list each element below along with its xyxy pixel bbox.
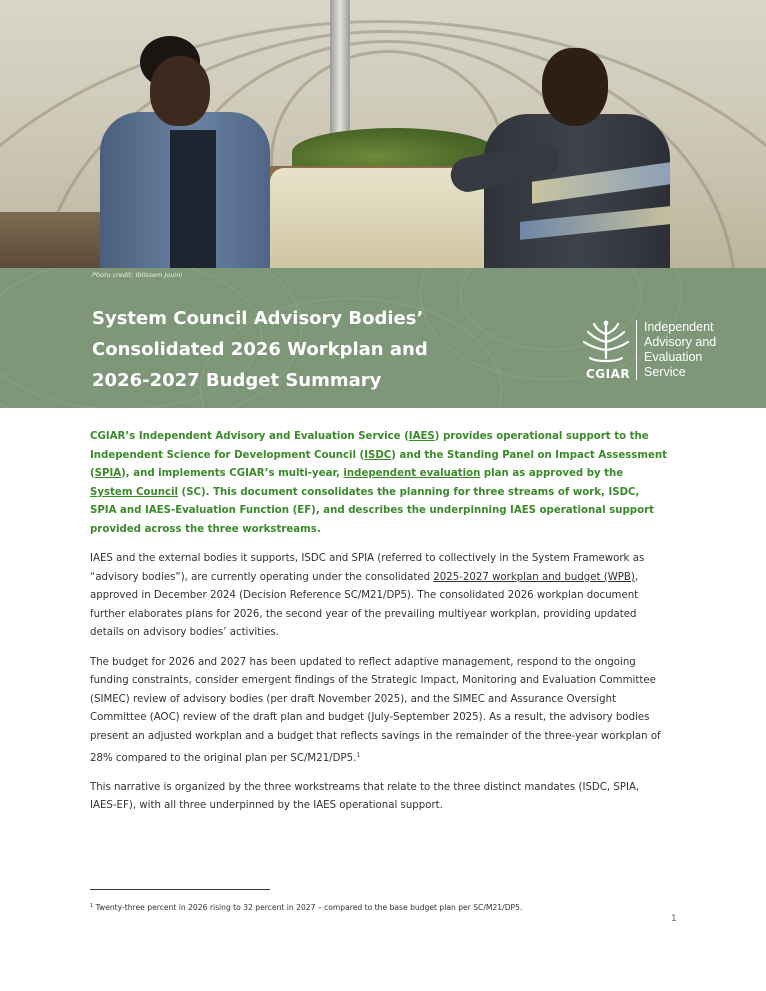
woman-figure [98,48,273,268]
title-line: System Council Advisory Bodies’ [92,308,424,329]
cgiar-wordmark: CGIAR [586,367,631,381]
header-photo [0,0,766,268]
system-council-link[interactable]: System Council [90,486,178,498]
spia-link[interactable]: SPIA [94,468,122,480]
footnote-marker[interactable]: 1 [356,751,361,759]
page-number: 1 [671,914,677,924]
footnote: $^1$ Twenty-three percent in 2026 rising to 32 percent in 2027 – compared to the base budget plan per SC/M21/DP5. [90,903,523,912]
lead-paragraph: CGIAR’s Independent Advisory and Evaluation Service (IAES) provides operational support to the Independent Science for Development Council (ISDC) and the Standing Panel on Impact Assessment (SPIA), and implements CGIAR’s multi-year, independent evaluation plan as approved by the System Council (SC). This document consolidates the planning for three streams of work, ISDC, SPIA and IAES-Evaluation Function (EF), and describes the underpinning IAES operational support provided across the three workstreams. [90,431,668,535]
title-line: 2026-2027 Budget Summary [92,370,382,391]
iaes-link[interactable]: IAES [408,431,435,442]
man-figure [450,42,670,268]
independent-evaluation-link[interactable]: independent evaluation [343,468,481,480]
paragraph-budget: The budget for 2026 and 2027 has been updated to reflect adaptive management, respond to the ongoing funding constraints, consider emergent findings of the Strategic Impact, Monitoring and Evaluation Committee (SIMEC) review of advisory bodies (per draft November 2025), and the SIMEC and Assurance Oversight Committee (AOC) review of the draft plan and budget (July-September 2025). As a result, the advisory bodies present an adjusted workplan and a budget that reflects savings in the remainder of the three-year workplan of 28% compared to the original plan per SC/M21/DP5.$^1$ [90,656,661,764]
logo-divider [636,320,637,380]
iaes-wordmark: Independent Advisory and Evaluation Service [644,320,717,379]
document-body [90,428,668,826]
isdc-link[interactable]: ISDC [364,449,392,461]
paragraph-narrative: This narrative is organized by the three workstreams that relate to the three distinct mandates (ISDC, SPIA, IAES-EF), with all three underpinned by the IAES operational support. [90,781,640,812]
page-title [92,303,452,396]
seed-tray [0,212,110,268]
photo-credit: Photo credit: Iblissem Jouini [92,271,183,279]
paragraph-workplan: IAES and the external bodies it supports, ISDC and SPIA (referred to collectively in the System Framework as “advisory bodies”), are currently operating under the consolidated 2025-2027 workplan and budget (WPB), approved in December 2024 (Decision Reference SC/M21/DP5). The consolidated 2026 workplan document further elaborates plans for 2026, the second year of the prevailing multiyear workplan, providing updated details on advisory bodies’ activities. [90,553,645,639]
title-line: Consolidated 2026 Workplan and [92,339,428,360]
footnote-divider [90,889,270,890]
workplan-budget-link[interactable]: 2025-2027 workplan and budget (WPB) [433,571,635,583]
cgiar-iaes-logo [582,318,722,388]
cgiar-wheat-icon [582,318,630,366]
